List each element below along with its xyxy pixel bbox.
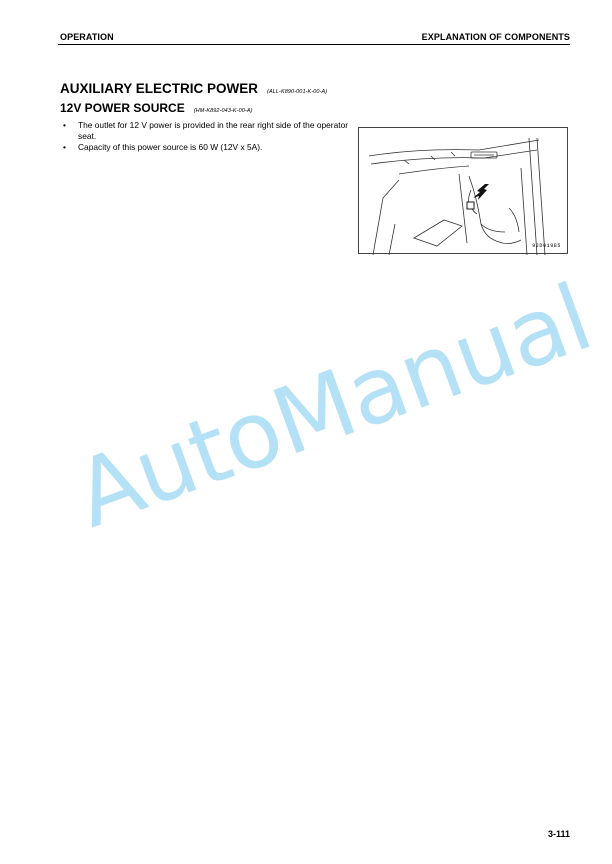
bullet-item: • The outlet for 12 V power is provided in the rear right side of the operator seat. — [60, 120, 350, 141]
cab-interior-drawing — [359, 128, 569, 255]
section-title: AUXILIARY ELECTRIC POWER — [60, 81, 259, 96]
watermark: AutoManual — [62, 264, 605, 549]
section-code: (ALL-K890-001-K-00-A) — [267, 89, 328, 95]
header-chapter-label: EXPLANATION OF COMPONENTS — [421, 32, 570, 42]
page-number: 3-111 — [547, 829, 570, 839]
header-rule — [58, 44, 570, 45]
header-section-label: OPERATION — [60, 32, 114, 42]
subsection-code: (HM-K892-043-K-00-A) — [193, 108, 253, 114]
power-outlet-illustration — [358, 127, 568, 254]
figure-code: 9JD01985 — [532, 243, 561, 249]
power-outlet-socket — [467, 202, 474, 209]
subsection-heading — [60, 101, 253, 115]
bullet-item: • Capacity of this power source is 60 W (12V x 5A). — [60, 142, 350, 153]
bullet-list — [60, 120, 350, 154]
section-heading — [60, 81, 327, 96]
subsection-title: 12V POWER SOURCE — [60, 101, 185, 115]
